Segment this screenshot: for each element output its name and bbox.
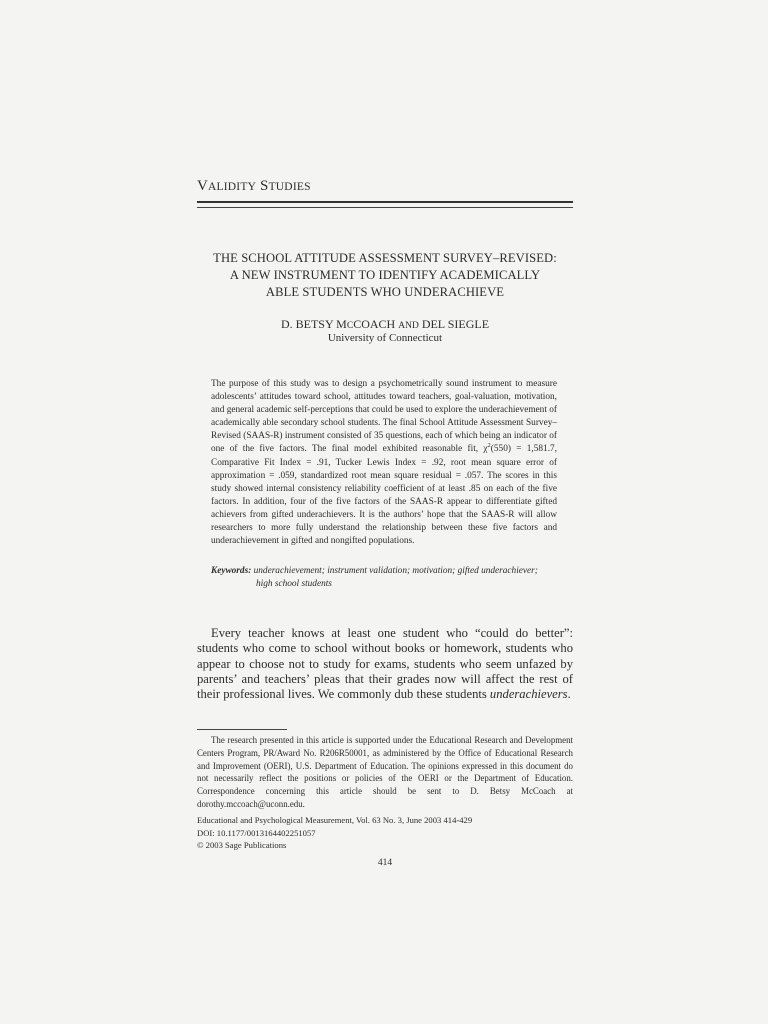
author-name: DEL SIEGLE xyxy=(421,317,490,331)
keywords-text: high school students xyxy=(256,579,332,589)
chi-superscript: 2 xyxy=(487,442,491,450)
title-line: A NEW INSTRUMENT TO IDENTIFY ACADEMICALLY xyxy=(229,268,541,282)
abstract-text: (550) = 1,581.7, Comparative Fit Index = .91, Tucker Lewis Index = .92, root mean square error of approximation = .059, standardized root mean square residual = .057. The scores in this study showed internal consistency reliability coefficient of at least .85 on each of the five factors. In addition, four of the five factors of the SAAS-R appear to differentiate gifted achievers from gifted underachievers. It is the authors’ hope that the SAAS-R will allow researchers to more fully understand the relationship between these five factors and underachievement in gifted and nongifted populations. xyxy=(211,444,557,547)
section-heading-rest: TUDIES xyxy=(268,181,311,193)
body-text: Every teacher knows at least one student who “could do better”: students who come to school without books or homework, students who appear to choose not to study for exams, students who seem unfazed by parents’ and teachers’ pleas that their grades now will affect the rest of their professional lives. We commonly dub these students xyxy=(197,626,573,702)
body-paragraph xyxy=(197,626,573,702)
heading-rule-thin xyxy=(197,207,573,208)
journal-info xyxy=(197,814,573,852)
journal-citation: Educational and Psychological Measurement, Vol. 63 No. 3, June 2003 414-429 xyxy=(197,815,473,825)
heading-rule-thick xyxy=(197,201,573,203)
title-line: THE SCHOOL ATTITUDE ASSESSMENT SURVEY–REVISED: xyxy=(213,251,557,265)
author-name-smallcaps: C xyxy=(346,321,354,331)
section-heading-initial: V xyxy=(197,178,209,194)
title-line: ABLE STUDENTS WHO UNDERACHIEVE xyxy=(265,285,505,299)
section-heading-rest: ALIDITY xyxy=(208,181,257,193)
body-italic-term: underachievers xyxy=(489,687,568,702)
keywords-text: underachievement; instrument validation; motivation; gifted underachiever; xyxy=(251,566,538,576)
author-name: D. BETSY M xyxy=(280,317,347,331)
keywords-label: Keywords: xyxy=(211,566,252,576)
chi-symbol: χ xyxy=(483,444,488,455)
author-name: COACH xyxy=(353,317,396,331)
author-connector: AND xyxy=(398,321,419,331)
keywords xyxy=(211,565,557,591)
page-number: 414 xyxy=(377,858,393,868)
footnote xyxy=(197,734,573,811)
journal-doi: DOI: 10.1177/0013164402251057 xyxy=(197,827,316,838)
footnote-text: The research presented in this article is supported under the Educational Research and Development Centers Program, PR/Award No. R206R50001, as administered by the Office of Educational Research and Improvement (OERI), U.S. Department of Education. The opinions expressed in this document do not necessarily reflect the positions or policies of the OERI or the Department of Education. Correspondence concerning this article should be sent to D. Betsy McCoach at dorothy.mccoach@uconn.edu. xyxy=(197,735,573,809)
abstract-text: The purpose of this study was to design a psychometrically sound instrument to measure adolescents’ attitudes toward school, attitudes toward teachers, goal-valuation, motivation, and general academic self-perceptions that could be used to explore the underachievement of academically able secondary school students. The final School Attitude Assessment Survey–Revised (SAAS-R) instrument consisted of 35 questions, each of which being an indicator of one of the five factors. The final model exhibited reasonable fit, xyxy=(211,379,557,455)
footnote-rule xyxy=(197,729,287,730)
abstract xyxy=(211,378,557,548)
author-affiliation: University of Connecticut xyxy=(327,332,443,344)
body-text: . xyxy=(567,687,571,702)
journal-copyright: © 2003 Sage Publications xyxy=(197,840,287,850)
section-heading xyxy=(197,178,311,195)
section-heading-initial: S xyxy=(260,178,269,194)
article-title xyxy=(197,250,573,301)
